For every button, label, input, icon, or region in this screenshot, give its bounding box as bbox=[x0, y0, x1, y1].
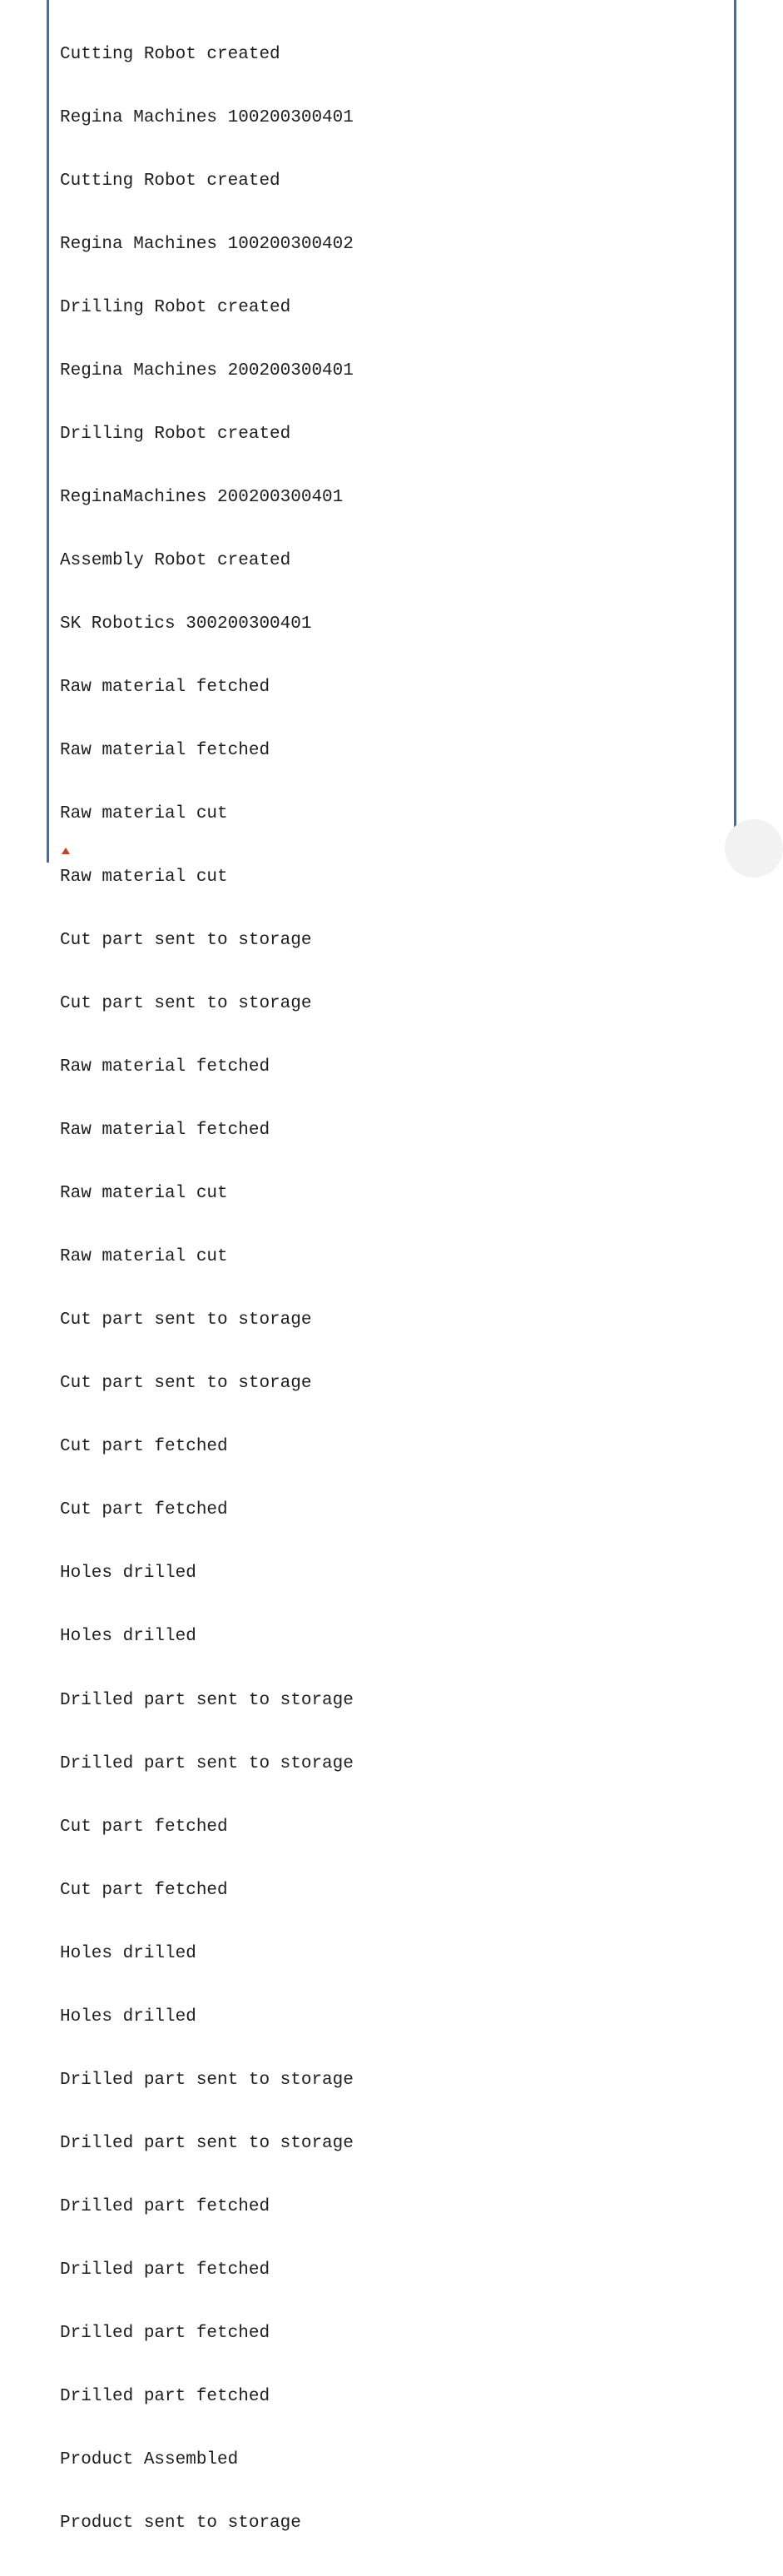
log-line: Holes drilled bbox=[60, 1943, 196, 1963]
log-line: Drilled part fetched bbox=[60, 2386, 270, 2406]
corner-shadow bbox=[725, 819, 783, 878]
log-line: Cutting Robot created bbox=[60, 44, 280, 64]
log-line: Regina Machines 100200300401 bbox=[60, 107, 354, 127]
log-line: Raw material fetched bbox=[60, 741, 270, 761]
log-line: Raw material fetched bbox=[60, 1121, 270, 1141]
log-line: Raw material fetched bbox=[60, 678, 270, 697]
log-line: Raw material cut bbox=[60, 1247, 228, 1267]
log-line: Raw material fetched bbox=[60, 1057, 270, 1077]
log-line: Cut part sent to storage bbox=[60, 1310, 312, 1330]
log-line: Drilled part sent to storage bbox=[60, 2133, 354, 2153]
log-line: Cut part fetched bbox=[60, 1437, 228, 1457]
log-line: ReginaMachines 200200300401 bbox=[60, 487, 344, 507]
caret-up-icon bbox=[62, 848, 70, 854]
log-line: Raw material cut bbox=[60, 1184, 228, 1204]
log-line: Regina Machines 200200300401 bbox=[60, 361, 354, 380]
log-line: Product Assembled bbox=[60, 2449, 239, 2469]
log-line: Regina Machines 100200300402 bbox=[60, 234, 354, 254]
log-line: Product sent to storage bbox=[60, 2513, 301, 2533]
log-line: Drilled part sent to storage bbox=[60, 2070, 354, 2090]
log-line: Holes drilled bbox=[60, 1627, 196, 1647]
console-output[interactable] bbox=[60, 2, 726, 2576]
log-line: Drilling Robot created bbox=[60, 424, 291, 444]
log-line: Cutting Robot created bbox=[60, 171, 280, 191]
log-line: Cut part fetched bbox=[60, 1500, 228, 1520]
log-line: Cut part fetched bbox=[60, 1880, 228, 1900]
log-line: Cut part sent to storage bbox=[60, 994, 312, 1014]
log-line: Holes drilled bbox=[60, 1564, 196, 1584]
log-line: Cut part sent to storage bbox=[60, 931, 312, 951]
log-line: Cut part sent to storage bbox=[60, 1374, 312, 1394]
log-line: Drilled part sent to storage bbox=[60, 1753, 354, 1773]
log-line: Assembly Robot created bbox=[60, 550, 291, 570]
log-line: Drilled part fetched bbox=[60, 2196, 270, 2216]
log-line: Raw material cut bbox=[60, 804, 228, 824]
log-line: Drilled part sent to storage bbox=[60, 1690, 354, 1710]
log-line: Drilling Robot created bbox=[60, 297, 291, 317]
log-line: Raw material cut bbox=[60, 868, 228, 888]
log-line: SK Robotics 300200300401 bbox=[60, 614, 312, 634]
log-line: Drilled part fetched bbox=[60, 2260, 270, 2280]
log-line: Cut part fetched bbox=[60, 1817, 228, 1837]
log-line: Drilled part fetched bbox=[60, 2323, 270, 2343]
log-line: Holes drilled bbox=[60, 2007, 196, 2026]
